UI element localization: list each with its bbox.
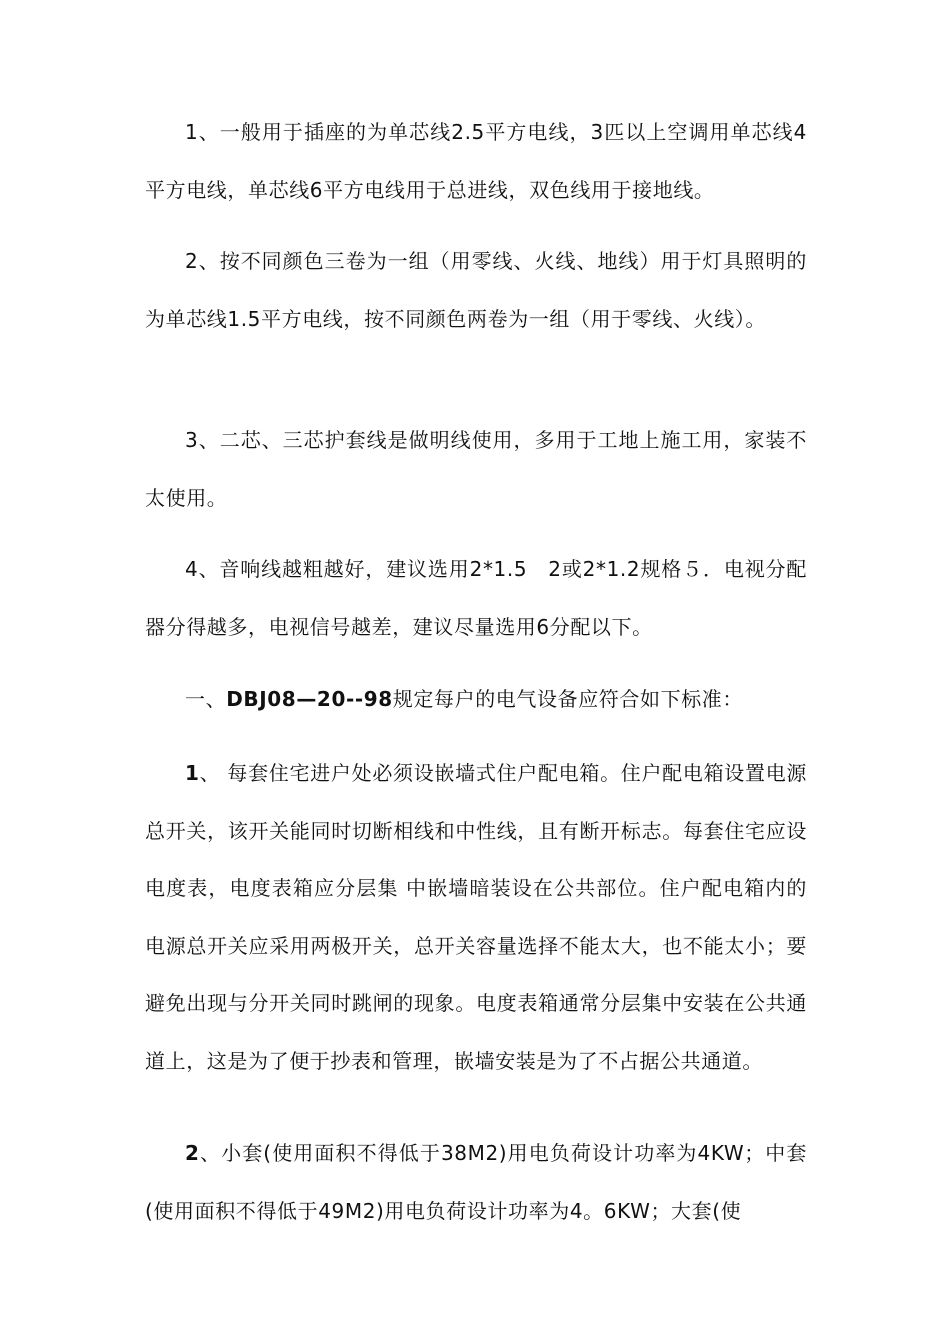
paragraph-3-text: 3、二芯、三芯护套线是做明线使用，多用于工地上施工用，家装不太使用。 [145,428,807,510]
paragraph-2 [145,233,807,348]
standard-item-2-text: 、小套(使用面积不得低于38M2)用电负荷设计功率为4KW；中套(使用面积不得低于49M2)用电负荷设计功率为4。6KW；大套(使 [145,1141,807,1223]
paragraph-2-text: 2、按不同颜色三卷为一组（用零线、火线、地线）用于灯具照明的为单芯线1.5平方电线，按不同颜色两卷为一组（用于零线、火线）。 [145,249,807,331]
standard-item-2-number: 2 [185,1141,200,1165]
standard-item-1-number: 1 [185,761,200,785]
paragraph-4 [145,541,807,656]
paragraph-3 [145,412,807,527]
section-heading [145,671,807,729]
paragraph-1 [145,104,807,219]
paragraph-1-text: 1、一般用于插座的为单芯线2.5平方电线，3匹以上空调用单芯线4平方电线，单芯线6平方电线用于总进线，双色线用于接地线。 [145,120,807,202]
standard-code: DBJ08—20--98 [226,687,393,711]
paragraph-4-text: 4、音响线越粗越好，建议选用2*1.5 2或2*1.2规格５．电视分配器分得越多，电视信号越差，建议尽量选用6分配以下。 [145,557,807,639]
standard-item-1-text: 、 每套住宅进户处必须设嵌墙式住户配电箱。住户配电箱设置电源总开关，该开关能同时切断相线和中性线，且有断开标志。每套住宅应设电度表，电度表箱应分层集 中嵌墙暗装设在公共部位。住户配电箱内的电源总开关应采用两极开关，总开关容量选择不能太大，也不能太小；要避免出现与分开关同时跳闸的现象。电度表箱通常分层集中安装在公共通道上，这是为了便于抄表和管理，嵌墙安装是为了不占据公共通道。 [145,761,807,1073]
standard-item-1 [145,745,807,1090]
section-heading-text: 规定每户的电气设备应符合如下标准： [392,687,743,711]
section-heading-lead: 一、 [185,687,227,711]
standard-item-2 [145,1125,807,1240]
